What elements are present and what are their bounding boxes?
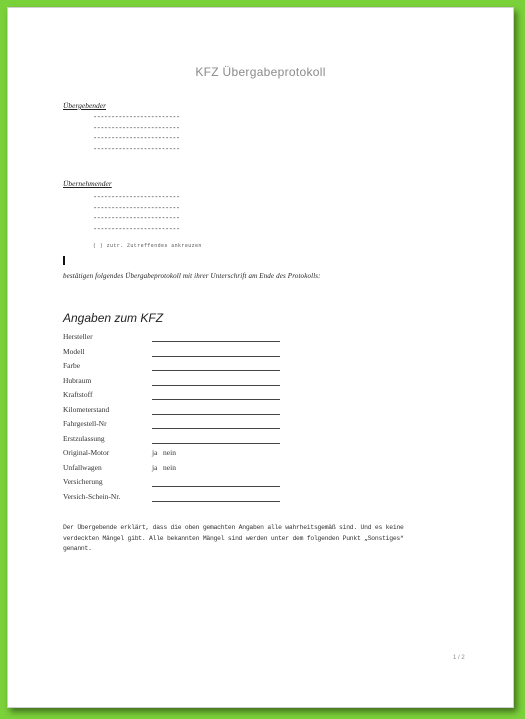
receiving-line[interactable]: ------------------------	[93, 225, 180, 234]
field-input-line[interactable]	[152, 501, 280, 502]
handing-over-label: Übergebender	[63, 101, 107, 110]
field-label: Kilometerstand	[63, 404, 110, 414]
field-label: Hubraum	[63, 375, 92, 385]
field-input-line[interactable]	[152, 399, 280, 400]
field-row-kilometerstand	[63, 404, 323, 419]
handing-over-line[interactable]: ------------------------	[93, 124, 180, 133]
field-label: Erstzulassung	[63, 433, 105, 443]
field-row-modell	[63, 346, 323, 361]
field-label: Unfallwagen	[63, 462, 102, 472]
field-input-line[interactable]	[152, 356, 280, 357]
vehicle-heading: Angaben zum KFZ	[63, 311, 164, 325]
field-row-hubraum	[63, 375, 323, 390]
field-input-line[interactable]	[152, 370, 280, 371]
document-page	[7, 7, 514, 708]
field-label: Versicherung	[63, 477, 103, 486]
page-number: 1 / 2	[453, 655, 465, 661]
field-input-line[interactable]	[152, 443, 280, 444]
field-row-original-motor	[63, 447, 323, 462]
handing-over-fields	[93, 113, 179, 155]
receiving-label: Übernehmender	[63, 179, 112, 188]
vehicle-fields	[63, 331, 323, 505]
text-cursor	[63, 256, 65, 265]
field-input-line[interactable]	[152, 428, 280, 429]
handing-over-line[interactable]: ------------------------	[93, 145, 180, 154]
field-row-versicherung	[63, 476, 323, 491]
field-input-line[interactable]	[152, 341, 280, 342]
receiving-fields	[93, 193, 179, 235]
declaration-line: verdeckten Mängel gibt. Alle bekannten Mängel sind werden unter dem folgenden Punkt „Sonstiges“	[63, 534, 404, 542]
field-row-farbe	[63, 360, 323, 375]
field-input-line[interactable]	[152, 414, 280, 415]
field-row-unfallwagen	[63, 462, 323, 477]
field-label: Versich-Schein-Nr.	[63, 491, 121, 501]
field-row-kraftstoff	[63, 389, 323, 404]
field-label: Original-Motor	[63, 448, 110, 457]
field-label: Farbe	[63, 361, 81, 370]
declaration-text	[63, 523, 483, 555]
field-label: Kraftstoff	[63, 390, 93, 399]
field-row-fahrgestell	[63, 418, 323, 433]
field-row-erstzulassung	[63, 433, 323, 448]
field-row-hersteller	[63, 331, 323, 346]
fine-print: ( ) zutr. Zutreffendes ankreuzen	[93, 243, 202, 249]
confirmation-text: bestätigen folgendes Übergabeprotokoll mit ihrer Unterschrift am Ende des Protokolls:	[63, 272, 321, 280]
handing-over-line[interactable]: ------------------------	[93, 135, 180, 143]
declaration-line: genannt.	[63, 545, 92, 552]
declaration-line: Der Übergebende erklärt, dass die oben gemachten Angaben alle wahrheitsgemäß sind. Und es keine	[63, 524, 404, 531]
field-row-versich-schein	[63, 491, 323, 506]
receiving-line[interactable]: ------------------------	[93, 204, 180, 213]
yes-no-choice[interactable]: ja nein	[152, 448, 176, 457]
field-input-line[interactable]	[152, 486, 280, 487]
document-title: KFZ Übergabeprotokoll	[195, 65, 326, 79]
field-input-line[interactable]	[152, 385, 280, 386]
yes-no-choice[interactable]: ja nein	[152, 462, 176, 472]
handing-over-line[interactable]: ------------------------	[93, 114, 180, 122]
field-label: Modell	[63, 346, 85, 356]
receiving-line[interactable]: ------------------------	[93, 215, 180, 223]
field-label: Hersteller	[63, 332, 93, 341]
field-label: Fahrgestell-Nr	[63, 419, 107, 428]
receiving-line[interactable]: ------------------------	[93, 194, 180, 202]
